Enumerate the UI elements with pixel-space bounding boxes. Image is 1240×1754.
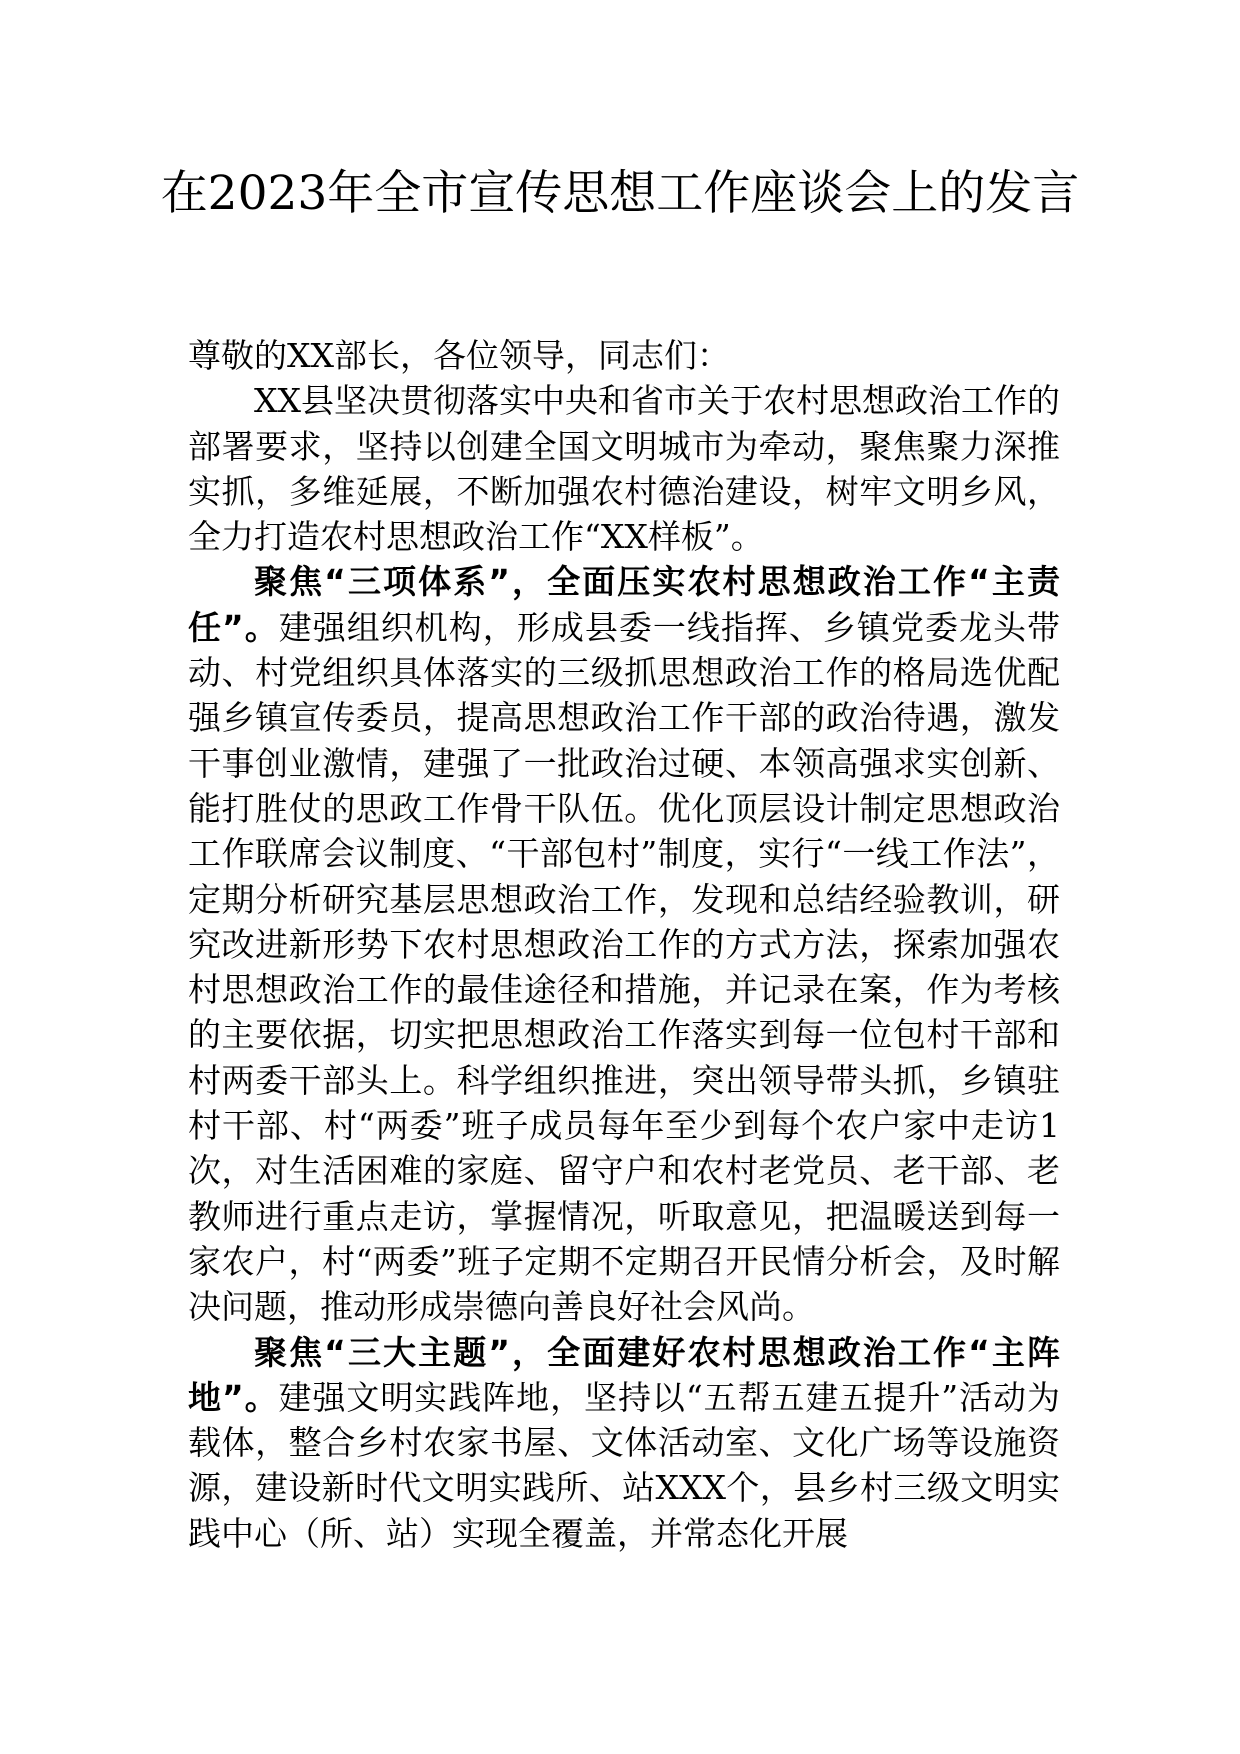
section-paragraph-1 [188,559,1060,1329]
section-paragraph-2 [188,1330,1060,1556]
document-title: 在2023年全市宣传思想工作座谈会上的发言 [160,166,1080,221]
section-heading-2: 聚焦“三大主题”，全面建好农村思想政治工作“主阵地”。 [188,1332,1060,1417]
section-text-2: 建强文明实践阵地，坚持以“五帮五建五提升”活动为载体，整合乡村农家书屋、文体活动室、文化广场等设施资源，建设新时代文明实践所、站XXX个，县乡村三级文明实践中心（所、站）实现全覆盖，并常态化开展 [188,1377,1060,1553]
intro-paragraph: XX县坚决贯彻落实中央和省市关于农村思想政治工作的部署要求，坚持以创建全国文明城市为牵动，聚焦聚力深推实抓，多维延展，不断加强农村德治建设，树牢文明乡风，全力打造农村思想政治工作“XX样板”。 [188,381,1060,557]
document-body [188,333,1060,1556]
section-heading-1: 聚焦“三项体系”，全面压实农村思想政治工作“主责任”。 [188,562,1060,647]
section-text-1: 建强组织机构，形成县委一线指挥、乡镇党委龙头带动、村党组织具体落实的三级抓思想政治工作的格局选优配强乡镇宣传委员，提高思想政治工作干部的政治待遇，激发干事创业激情，建强了一批政治过硬、本领高强求实创新、能打胜仗的思政工作骨干队伍。优化顶层设计制定思想政治工作联席会议制度、“干部包村”制度，实行“一线工作法”，定期分析研究基层思想政治工作，发现和总结经验教训，研究改进新形势下农村思想政治工作的方式方法，探索加强农村思想政治工作的最佳途径和措施，并记录在案，作为考核的主要依据，切实把思想政治工作落实到每一位包村干部和村两委干部头上。科学组织推进，突出领导带头抓，乡镇驻村干部、村“两委”班子成员每年至少到每个农户家中走访1次，对生活困难的家庭、留守户和农村老党员、老干部、老教师进行重点走访，掌握情况，听取意见，把温暖送到每一家农户，村“两委”班子定期不定期召开民情分析会，及时解决问题，推动形成崇德向善良好社会风尚。 [188,607,1060,1327]
salutation: 尊敬的XX部长，各位领导，同志们： [188,336,730,375]
